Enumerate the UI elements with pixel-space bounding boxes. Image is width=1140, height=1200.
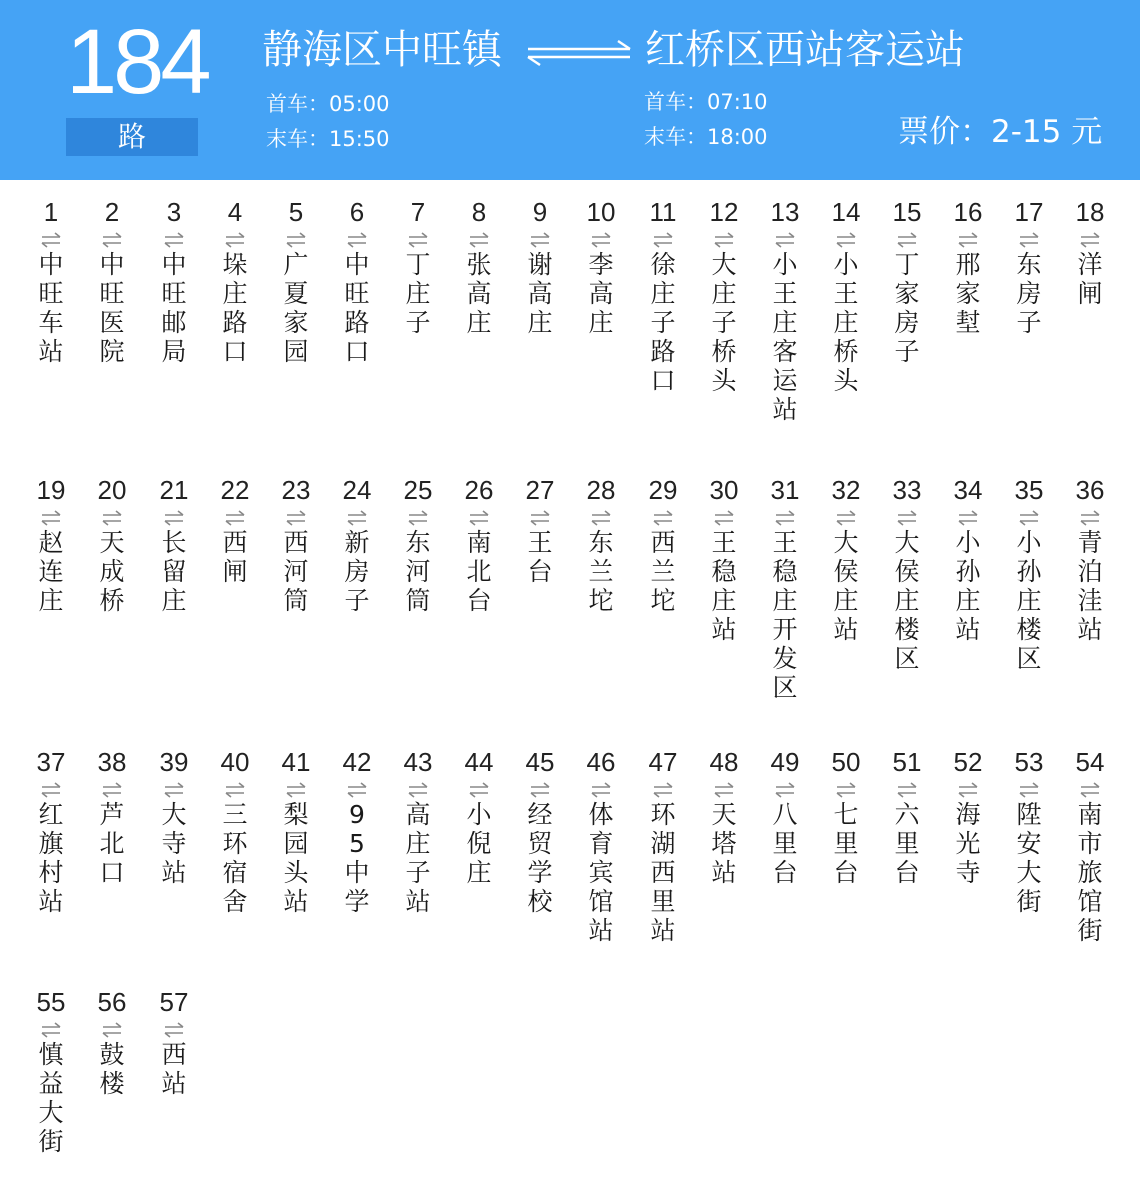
stop-item xyxy=(393,746,443,916)
stop-number: 57 xyxy=(159,987,189,1017)
bidirectional-arrow-icon xyxy=(346,232,368,248)
stop-item xyxy=(638,196,688,395)
stop-name: 西站 xyxy=(161,1040,187,1098)
stop-name: 东房子 xyxy=(1016,250,1042,337)
stop-name: 天成桥 xyxy=(99,528,125,615)
stop-name: 赵连庄 xyxy=(38,528,64,615)
bidirectional-arrow-icon xyxy=(774,782,796,798)
bidirectional-arrow-icon xyxy=(224,782,246,798)
stop-item xyxy=(576,474,626,615)
stop-number: 47 xyxy=(648,747,678,777)
stop-name: 谢高庄 xyxy=(527,250,553,337)
stop-item xyxy=(210,746,260,916)
stop-item xyxy=(87,474,137,615)
stop-number: 27 xyxy=(525,475,555,505)
stop-name: 大侯庄站 xyxy=(833,528,859,644)
stop-name: 鼓楼 xyxy=(99,1040,125,1098)
stop-number: 2 xyxy=(104,197,120,227)
stop-number: 54 xyxy=(1075,747,1105,777)
stop-number: 3 xyxy=(166,197,182,227)
stop-item xyxy=(515,196,565,337)
bidirectional-arrow-icon xyxy=(529,510,551,526)
bidirectional-arrow-icon xyxy=(1079,232,1101,248)
stop-number: 38 xyxy=(97,747,127,777)
stop-number: 18 xyxy=(1075,197,1105,227)
bidirectional-arrow-icon xyxy=(529,232,551,248)
bidirectional-arrow-icon xyxy=(346,782,368,798)
route-suffix: 路 xyxy=(66,118,198,156)
bidirectional-arrow-icon xyxy=(529,782,551,798)
stop-name: 中旺车站 xyxy=(38,250,64,366)
bidirectional-arrow-icon xyxy=(407,782,429,798)
bidirectional-arrow-icon xyxy=(285,782,307,798)
stop-item xyxy=(454,746,504,887)
stop-number: 4 xyxy=(227,197,243,227)
stop-name: 垛庄路口 xyxy=(222,250,248,366)
start-last-bus: 末车：15:50 xyxy=(266,127,390,151)
stop-number: 36 xyxy=(1075,475,1105,505)
stop-number: 49 xyxy=(770,747,800,777)
stop-number: 31 xyxy=(770,475,800,505)
stop-name: 环湖西里站 xyxy=(650,800,676,945)
stop-number: 37 xyxy=(36,747,66,777)
stop-number: 50 xyxy=(831,747,861,777)
stop-name: 小王庄桥头 xyxy=(833,250,859,395)
bidirectional-arrow-icon xyxy=(652,782,674,798)
stop-name: 经贸学校 xyxy=(527,800,553,916)
bidirectional-arrow-icon xyxy=(590,782,612,798)
bidirectional-arrow-icon xyxy=(468,232,490,248)
stop-name: 新房子 xyxy=(344,528,370,615)
bidirectional-arrow-icon xyxy=(896,782,918,798)
bidirectional-arrow-icon xyxy=(101,510,123,526)
stop-item xyxy=(1065,196,1115,308)
bidirectional-arrow-icon xyxy=(835,510,857,526)
stop-item xyxy=(882,196,932,366)
stop-number: 16 xyxy=(953,197,983,227)
stop-name: 丁庄子 xyxy=(405,250,431,337)
stop-number: 23 xyxy=(281,475,311,505)
stop-number: 7 xyxy=(410,197,426,227)
bidirectional-arrow-icon xyxy=(101,1022,123,1038)
bidirectional-arrow-icon xyxy=(774,232,796,248)
stop-item xyxy=(576,746,626,945)
stop-name: 海光寺 xyxy=(955,800,981,887)
stop-name: 95中学 xyxy=(344,800,370,916)
bidirectional-arrow-icon xyxy=(957,232,979,248)
stop-name: 红旗村站 xyxy=(38,800,64,916)
stop-number: 46 xyxy=(586,747,616,777)
stop-name: 青泊洼站 xyxy=(1077,528,1103,644)
stop-name: 南北台 xyxy=(466,528,492,615)
bidirectional-arrow-icon xyxy=(524,38,634,68)
bidirectional-arrow-icon xyxy=(224,510,246,526)
bidirectional-arrow-icon xyxy=(774,510,796,526)
stop-number: 15 xyxy=(892,197,922,227)
stop-name: 邢家堼 xyxy=(955,250,981,337)
stop-name: 小孙庄楼区 xyxy=(1016,528,1042,673)
stop-item xyxy=(210,196,260,366)
bidirectional-arrow-icon xyxy=(835,232,857,248)
stop-number: 10 xyxy=(586,197,616,227)
stop-name: 梨园头站 xyxy=(283,800,309,916)
stop-name: 大侯庄楼区 xyxy=(894,528,920,673)
stop-name: 芦北口 xyxy=(99,800,125,887)
stop-item xyxy=(821,746,871,887)
stop-number: 41 xyxy=(281,747,311,777)
stop-name: 东河筒 xyxy=(405,528,431,615)
stop-item xyxy=(87,746,137,887)
stop-item xyxy=(760,196,810,424)
bidirectional-arrow-icon xyxy=(224,232,246,248)
stop-name: 体育宾馆站 xyxy=(588,800,614,945)
stop-number: 12 xyxy=(709,197,739,227)
stop-name: 西闸 xyxy=(222,528,248,586)
stop-number: 48 xyxy=(709,747,739,777)
bidirectional-arrow-icon xyxy=(1079,782,1101,798)
stop-name: 李高庄 xyxy=(588,250,614,337)
stop-name: 三环宿舍 xyxy=(222,800,248,916)
stop-item xyxy=(821,196,871,395)
stop-item xyxy=(87,196,137,366)
stop-item xyxy=(882,746,932,887)
stop-item xyxy=(87,986,137,1098)
stop-name: 南市旅馆街 xyxy=(1077,800,1103,945)
stop-name: 广夏家园 xyxy=(283,250,309,366)
route-header xyxy=(0,0,1140,180)
stop-item xyxy=(943,474,993,644)
stop-number: 17 xyxy=(1014,197,1044,227)
stop-item xyxy=(1065,474,1115,644)
stop-name: 徐庄子路口 xyxy=(650,250,676,395)
stop-number: 5 xyxy=(288,197,304,227)
stop-name: 八里台 xyxy=(772,800,798,887)
stop-name: 王稳庄开发区 xyxy=(772,528,798,702)
stop-item xyxy=(393,196,443,337)
bidirectional-arrow-icon xyxy=(835,782,857,798)
stop-number: 13 xyxy=(770,197,800,227)
stop-name: 王稳庄站 xyxy=(711,528,737,644)
stop-name: 西兰坨 xyxy=(650,528,676,615)
stop-number: 35 xyxy=(1014,475,1044,505)
start-first-bus: 首车：05:00 xyxy=(266,92,390,116)
bidirectional-arrow-icon xyxy=(40,782,62,798)
bidirectional-arrow-icon xyxy=(896,510,918,526)
bidirectional-arrow-icon xyxy=(1079,510,1101,526)
stop-name: 陞安大街 xyxy=(1016,800,1042,916)
stop-item xyxy=(149,196,199,366)
stop-item xyxy=(760,474,810,702)
stop-number: 30 xyxy=(709,475,739,505)
bidirectional-arrow-icon xyxy=(957,510,979,526)
stop-item xyxy=(26,746,76,916)
stop-name: 天塔站 xyxy=(711,800,737,887)
stop-item xyxy=(943,746,993,887)
stop-item xyxy=(454,474,504,615)
stop-item xyxy=(1004,746,1054,916)
stop-name: 东兰坨 xyxy=(588,528,614,615)
stop-item xyxy=(271,474,321,615)
stop-item xyxy=(26,196,76,366)
stop-name: 小王庄客运站 xyxy=(772,250,798,424)
stop-number: 24 xyxy=(342,475,372,505)
bidirectional-arrow-icon xyxy=(590,232,612,248)
stop-name: 小孙庄站 xyxy=(955,528,981,644)
stop-name: 六里台 xyxy=(894,800,920,887)
stop-number: 40 xyxy=(220,747,250,777)
stop-item xyxy=(638,746,688,945)
bidirectional-arrow-icon xyxy=(101,232,123,248)
bidirectional-arrow-icon xyxy=(1018,232,1040,248)
fare: 票价：2-15 元 xyxy=(898,114,1103,150)
stop-number: 1 xyxy=(43,197,59,227)
bidirectional-arrow-icon xyxy=(713,232,735,248)
stop-number: 21 xyxy=(159,475,189,505)
stop-name: 大寺站 xyxy=(161,800,187,887)
stop-number: 39 xyxy=(159,747,189,777)
stop-item xyxy=(821,474,871,644)
stop-item xyxy=(271,746,321,916)
stop-item xyxy=(638,474,688,615)
bidirectional-arrow-icon xyxy=(101,782,123,798)
bidirectional-arrow-icon xyxy=(652,510,674,526)
bidirectional-arrow-icon xyxy=(163,510,185,526)
stop-item xyxy=(149,474,199,615)
bidirectional-arrow-icon xyxy=(1018,782,1040,798)
stop-number: 29 xyxy=(648,475,678,505)
bidirectional-arrow-icon xyxy=(285,510,307,526)
bidirectional-arrow-icon xyxy=(40,510,62,526)
stop-name: 张高庄 xyxy=(466,250,492,337)
end-last-bus: 末车：18:00 xyxy=(644,125,768,149)
stop-number: 25 xyxy=(403,475,433,505)
end-first-bus: 首车：07:10 xyxy=(644,90,768,114)
stop-name: 中旺邮局 xyxy=(161,250,187,366)
stop-item xyxy=(454,196,504,337)
bidirectional-arrow-icon xyxy=(1018,510,1040,526)
stop-item xyxy=(332,474,382,615)
stop-number: 8 xyxy=(471,197,487,227)
stop-item xyxy=(1004,196,1054,337)
stop-item xyxy=(393,474,443,615)
stop-name: 大庄子桥头 xyxy=(711,250,737,395)
stop-item xyxy=(271,196,321,366)
start-terminal: 静海区中旺镇 xyxy=(262,27,502,73)
stop-number: 14 xyxy=(831,197,861,227)
bidirectional-arrow-icon xyxy=(407,510,429,526)
bidirectional-arrow-icon xyxy=(40,1022,62,1038)
stop-item xyxy=(26,474,76,615)
stop-number: 55 xyxy=(36,987,66,1017)
stop-item xyxy=(26,986,76,1156)
stop-number: 28 xyxy=(586,475,616,505)
stop-name: 长留庄 xyxy=(161,528,187,615)
stop-item xyxy=(943,196,993,337)
stop-item xyxy=(760,746,810,887)
stop-number: 43 xyxy=(403,747,433,777)
stop-number: 51 xyxy=(892,747,922,777)
stop-item xyxy=(515,474,565,586)
bidirectional-arrow-icon xyxy=(713,510,735,526)
stop-number: 42 xyxy=(342,747,372,777)
stop-number: 11 xyxy=(649,197,677,227)
bidirectional-arrow-icon xyxy=(163,1022,185,1038)
stop-number: 52 xyxy=(953,747,983,777)
stop-item xyxy=(515,746,565,916)
bidirectional-arrow-icon xyxy=(346,510,368,526)
stop-number: 19 xyxy=(36,475,66,505)
bidirectional-arrow-icon xyxy=(40,232,62,248)
bidirectional-arrow-icon xyxy=(957,782,979,798)
stop-number: 9 xyxy=(532,197,548,227)
stop-name: 西河筒 xyxy=(283,528,309,615)
stop-number: 26 xyxy=(464,475,494,505)
bidirectional-arrow-icon xyxy=(590,510,612,526)
stop-name: 丁家房子 xyxy=(894,250,920,366)
route-number: 184 xyxy=(66,11,208,113)
stop-number: 20 xyxy=(97,475,127,505)
end-terminal: 红桥区西站客运站 xyxy=(645,27,965,73)
stop-item xyxy=(882,474,932,673)
stop-number: 53 xyxy=(1014,747,1044,777)
stop-item xyxy=(1004,474,1054,673)
stop-item xyxy=(699,196,749,395)
stop-name: 七里台 xyxy=(833,800,859,887)
stop-number: 56 xyxy=(97,987,127,1017)
stop-name: 中旺路口 xyxy=(344,250,370,366)
stop-number: 44 xyxy=(464,747,494,777)
stop-number: 45 xyxy=(525,747,555,777)
stop-name: 小倪庄 xyxy=(466,800,492,887)
stop-name: 高庄子站 xyxy=(405,800,431,916)
stop-item xyxy=(699,746,749,887)
stop-number: 32 xyxy=(831,475,861,505)
bidirectional-arrow-icon xyxy=(652,232,674,248)
bidirectional-arrow-icon xyxy=(468,510,490,526)
stop-number: 34 xyxy=(953,475,983,505)
stop-number: 33 xyxy=(892,475,922,505)
stop-item xyxy=(1065,746,1115,945)
stop-item xyxy=(699,474,749,644)
stop-name: 中旺医院 xyxy=(99,250,125,366)
bidirectional-arrow-icon xyxy=(163,232,185,248)
stop-item xyxy=(210,474,260,586)
stop-name: 洋闸 xyxy=(1077,250,1103,308)
bidirectional-arrow-icon xyxy=(285,232,307,248)
stop-item xyxy=(576,196,626,337)
bidirectional-arrow-icon xyxy=(163,782,185,798)
bidirectional-arrow-icon xyxy=(896,232,918,248)
bidirectional-arrow-icon xyxy=(468,782,490,798)
stop-name: 慎益大街 xyxy=(38,1040,64,1156)
stop-name: 王台 xyxy=(527,528,553,586)
stop-number: 22 xyxy=(220,475,250,505)
bidirectional-arrow-icon xyxy=(713,782,735,798)
stop-item xyxy=(149,986,199,1098)
bidirectional-arrow-icon xyxy=(407,232,429,248)
stop-item xyxy=(149,746,199,887)
stop-number: 6 xyxy=(349,197,365,227)
stop-item xyxy=(332,746,382,916)
stop-item xyxy=(332,196,382,366)
